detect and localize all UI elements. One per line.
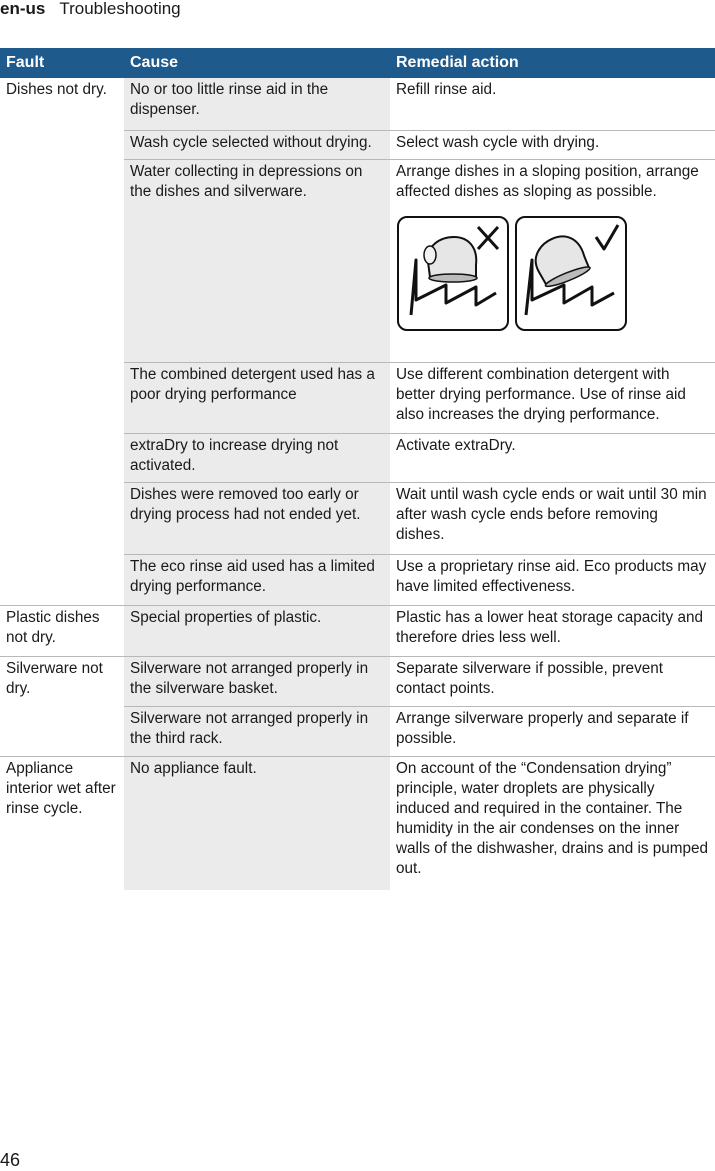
column-header-remedy: Remedial action xyxy=(390,48,715,78)
remedy-cell xyxy=(390,159,715,362)
remedy-cell: Plastic has a lower heat storage capacity and therefore dries less well. xyxy=(390,605,715,656)
remedy-cell: Arrange silverware properly and separate if possible. xyxy=(390,706,715,756)
remedy-cell: Refill rinse aid. xyxy=(396,81,497,98)
table-header-row xyxy=(0,48,715,78)
fault-cell: Silverware not dry. xyxy=(0,656,124,756)
column-header-cause: Cause xyxy=(124,48,390,78)
remedy-cell: Wait until wash cycle ends or wait until 30 min after wash cycle ends before removing dishes. xyxy=(390,482,715,554)
table-row xyxy=(0,656,715,706)
remedy-cell: Activate extraDry. xyxy=(390,433,715,482)
cause-cell: Silverware not arranged properly in the silverware basket. xyxy=(124,656,390,706)
remedy-cell: Separate silverware if possible, prevent contact points. xyxy=(390,656,715,706)
remedy-cell: Select wash cycle with drying. xyxy=(390,130,715,159)
wrong-placement-panel xyxy=(398,217,508,330)
table-row xyxy=(0,78,715,130)
table-row xyxy=(0,605,715,656)
troubleshooting-table xyxy=(0,48,715,890)
cause-cell: No appliance fault. xyxy=(124,756,390,890)
dish-placement-illustration xyxy=(396,215,710,333)
cause-cell: Silverware not arranged properly in the third rack. xyxy=(124,706,390,756)
correct-placement-panel xyxy=(516,217,626,330)
column-header-fault: Fault xyxy=(0,48,124,78)
cause-cell: The combined detergent used has a poor drying performance xyxy=(124,362,390,433)
fault-cell: Dishes not dry. xyxy=(0,78,124,605)
cause-cell: Dishes were removed too early or drying process had not ended yet. xyxy=(124,482,390,554)
remedy-text: Arrange dishes in a sloping position, arrange affected dishes as sloping as possible. xyxy=(396,162,699,200)
language-code: en-us xyxy=(0,0,46,18)
cause-cell: Wash cycle selected without drying. xyxy=(124,130,390,159)
fault-cell: Plastic dishes not dry. xyxy=(0,605,124,656)
section-title: Troubleshooting xyxy=(59,0,181,18)
cause-cell: Special properties of plastic. xyxy=(124,605,390,656)
cause-cell: No or too little rinse aid in the dispenser. xyxy=(124,78,390,130)
cause-cell: Water collecting in depressions on the dishes and silverware. xyxy=(124,159,390,362)
fault-cell: Appliance interior wet after rinse cycle. xyxy=(6,759,116,817)
remedy-cell: On account of the “Condensation drying” principle, water droplets are physically induced and required in the container. The humidity in the air condenses on the inner walls of the dishwasher, drains and is pumped out. xyxy=(390,756,715,890)
page-number: 46 xyxy=(0,1150,21,1170)
table-row xyxy=(0,756,715,890)
cause-cell: extraDry to increase drying not activated. xyxy=(124,433,390,482)
remedy-cell: Use different combination detergent with better drying performance. Use of rinse aid also increases the drying performance. xyxy=(390,362,715,433)
cause-cell: The eco rinse aid used has a limited drying performance. xyxy=(124,554,390,605)
page-header xyxy=(0,0,181,20)
remedy-cell: Use a proprietary rinse aid. Eco products may have limited effectiveness. xyxy=(390,554,715,605)
